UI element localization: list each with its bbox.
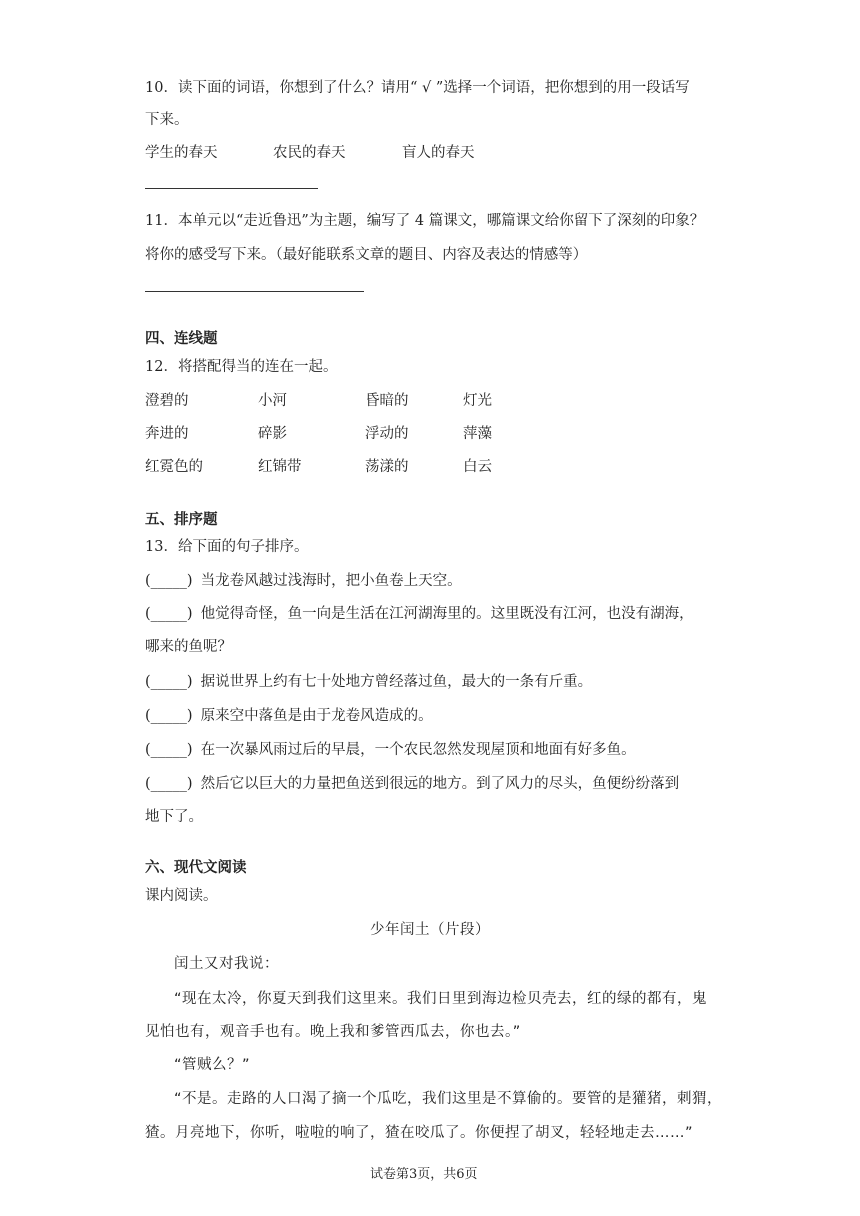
q11-text-line2: 将你的感受写下来。（最好能联系文章的题目、内容及表达的情感等） [145,247,588,263]
q10-text-line1: 10．读下面的词语，你想到了什么？请用“ √ ”选择一个词语，把你想到的用一段话写 [145,80,690,96]
match-item[interactable]: 昏暗的 [365,393,409,409]
q10-answer-line[interactable] [145,188,318,189]
q11-answer-line[interactable] [145,291,364,292]
passage-paragraph-continued: 见怕也有，观音手也有。晚上我和爹管西瓜去，你也去。” [145,1024,521,1040]
passage-paragraph: “不是。走路的人口渴了摘一个瓜吃，我们这里是不算偷的。要管的是獾猪，刺猬， [174,1091,723,1107]
match-item[interactable]: 红锦带 [258,459,302,475]
match-item[interactable]: 灯光 [463,393,492,409]
page-footer: 试卷第3页，共6页 [370,1167,478,1182]
q13-text: 13．给下面的句子排序。 [145,539,309,555]
order-sentence: 在一次暴风雨过后的早晨，一个农民忽然发现屋顶和地面有好多鱼。 [200,742,636,758]
match-item[interactable]: 荡漾的 [365,459,409,475]
order-blank[interactable]: (_____) [145,742,193,758]
order-sentence: 然后它以巨大的力量把鱼送到很远的地方。到了风力的尽头，鱼便纷纷落到 [200,776,680,792]
section6-heading: 六、现代文阅读 [145,859,247,876]
q10-option-farmers: 农民的春天 [273,145,346,161]
match-item[interactable]: 白云 [463,459,492,475]
match-item[interactable]: 小河 [258,393,287,409]
match-item[interactable]: 浮动的 [365,426,409,442]
order-blank[interactable]: (_____) [145,606,193,622]
order-sentence-continued: 地下了。 [145,809,203,825]
order-blank[interactable]: (_____) [145,674,193,690]
section6-subheading: 课内阅读。 [145,888,218,904]
q12-text: 12．将搭配得当的连在一起。 [145,359,338,375]
match-item[interactable]: 红霓色的 [145,459,203,475]
order-item [145,738,636,759]
order-item [145,602,694,623]
section4-heading: 四、连线题 [145,330,218,347]
passage-paragraph: “管贼么？” [174,1057,251,1073]
passage-paragraph: “现在太冷，你夏天到我们这里来。我们日里到海边检贝壳去，红的绿的都有，鬼 [174,991,708,1007]
passage-title: 少年闰土（片段） [370,922,490,938]
order-item [145,569,462,590]
match-item[interactable]: 澄碧的 [145,393,189,409]
match-item[interactable]: 碎影 [258,426,287,442]
q10-text-line2: 下来。 [145,112,189,128]
match-item[interactable]: 奔进的 [145,426,189,442]
order-sentence: 他觉得奇怪，鱼一向是生活在江河湖海里的。这里既没有江河，也没有湖海， [200,606,694,622]
order-sentence: 据说世界上约有七十处地方曾经落过鱼，最大的一条有斤重。 [200,674,593,690]
order-sentence: 当龙卷风越过浅海时，把小鱼卷上天空。 [200,573,462,589]
match-item[interactable]: 萍藻 [463,426,492,442]
q10-option-students: 学生的春天 [145,145,218,161]
q11-text-line1: 11．本单元以“走近鲁迅”为主题，编写了 4 篇课文，哪篇课文给你留下了深刻的印象？ [145,213,705,229]
order-item [145,704,433,725]
passage-paragraph-continued: 猹。月亮地下，你听，啦啦的响了，猹在咬瓜了。你便捏了胡叉，轻轻地走去……” [145,1125,694,1141]
order-sentence-continued: 哪来的鱼呢？ [145,639,232,655]
order-item [145,670,592,691]
order-item [145,772,679,793]
order-blank[interactable]: (_____) [145,573,193,589]
q10-option-blind: 盲人的春天 [402,145,475,161]
order-blank[interactable]: (_____) [145,776,193,792]
passage-paragraph: 闰土又对我说： [174,956,279,972]
order-blank[interactable]: (_____) [145,708,193,724]
order-sentence: 原来空中落鱼是由于龙卷风造成的。 [200,708,433,724]
section5-heading: 五、排序题 [145,511,218,528]
